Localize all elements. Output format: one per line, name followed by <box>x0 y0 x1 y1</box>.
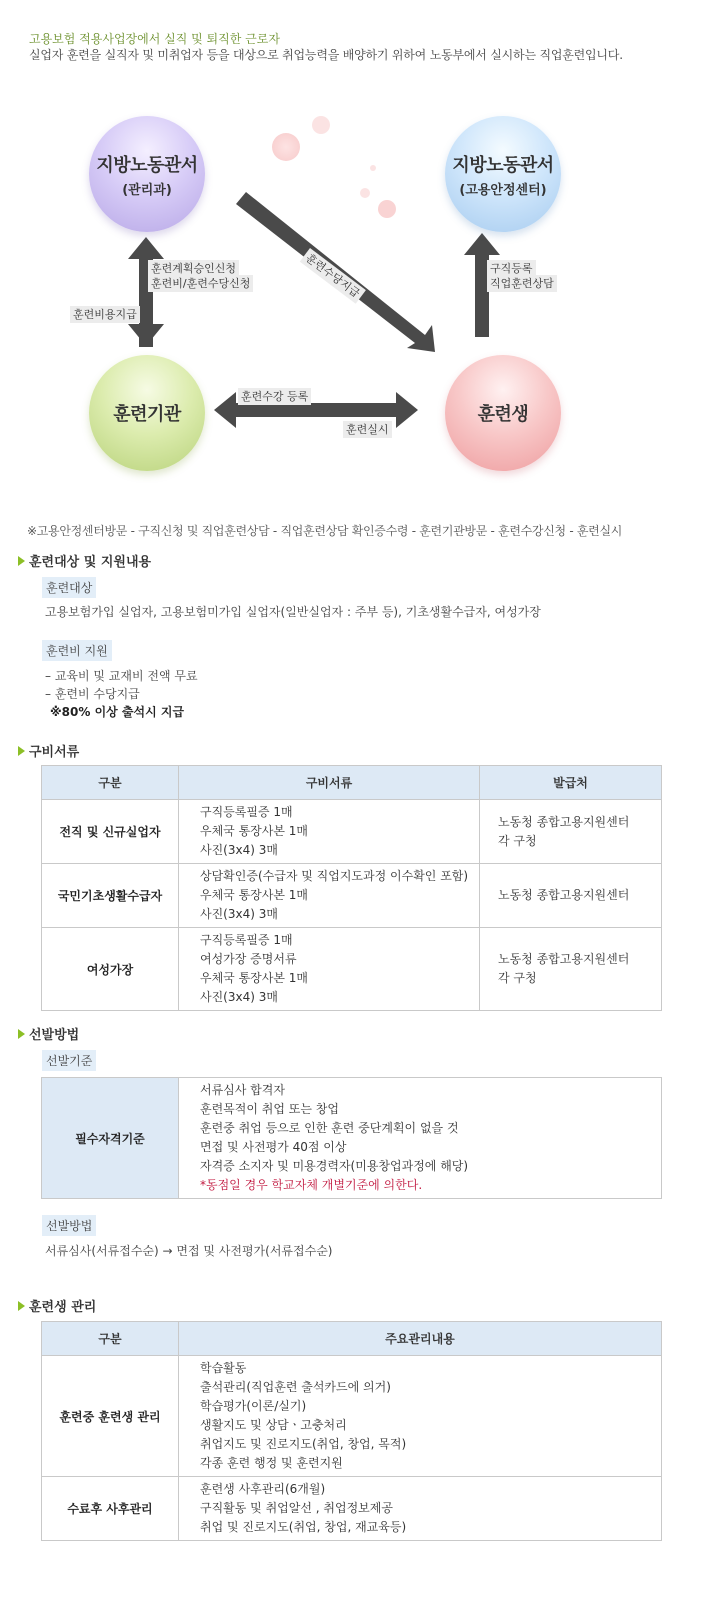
node-title: 지방노동관서 <box>452 154 554 176</box>
label-enroll: 훈련수강 등록 <box>238 388 311 405</box>
section-title-management: 훈련생 관리 <box>18 1296 96 1315</box>
criteria-red-note: *동점일 경우 학교자체 개별기준에 의한다. <box>200 1178 423 1192</box>
decor-bubble <box>370 165 376 171</box>
row-documents: 구직등록필증 1매 여성가장 증명서류 우체국 통장사본 1매 사진(3x4) 3매 <box>179 928 480 1011</box>
table-row <box>42 928 662 1011</box>
section-title-target: 훈련대상 및 지원내용 <box>18 551 151 570</box>
training-process-diagram <box>0 100 720 510</box>
row-documents: 구직등록필증 1매 우체국 통장사본 1매 사진(3x4) 3매 <box>179 800 480 864</box>
node-subtitle: (고용안정센터) <box>459 182 547 198</box>
target-text: 고용보험가입 실업자, 고용보험미가입 실업자(일반실업자 : 주부 등), 기초생활수급자, 여성가장 <box>45 605 541 619</box>
row-category: 여성가장 <box>42 928 179 1011</box>
decor-bubble <box>312 116 330 134</box>
label-cost-payment: 훈련비용지급 <box>70 306 140 323</box>
table-header: 구비서류 <box>179 766 480 800</box>
bullet-triangle-icon <box>18 1301 25 1311</box>
bullet-triangle-icon <box>18 556 25 566</box>
row-items: 훈련생 사후관리(6개월) 구직활동 및 취업알선 , 취업정보제공 취업 및 진로지도(취업, 창업, 재교육등) <box>179 1477 662 1541</box>
node-subtitle: (관리과) <box>122 182 172 198</box>
row-documents: 상담확인증(수급자 및 직업지도과정 이수확인 포함) 우체국 통장사본 1매 사진(3x4) 3매 <box>179 864 480 928</box>
subheading-support: 훈련비 지원 <box>42 640 112 661</box>
row-category: 전직 및 신규실업자 <box>42 800 179 864</box>
decor-bubble <box>272 133 300 161</box>
documents-table <box>41 765 662 1011</box>
intro-title: 고용보험 적용사업장에서 실직 및 퇴직한 근로자 <box>29 32 280 46</box>
subheading-criteria: 선발기준 <box>42 1050 96 1071</box>
arrow-admin-institute <box>128 237 164 347</box>
table-header: 구분 <box>42 1322 179 1356</box>
section-title-documents: 구비서류 <box>18 741 79 760</box>
row-issuer: 노동청 종합고용지원센터 <box>480 864 662 928</box>
management-table <box>41 1321 662 1541</box>
bullet-triangle-icon <box>18 746 25 756</box>
row-issuer: 노동청 종합고용지원센터 각 구청 <box>480 800 662 864</box>
subheading-method: 선발방법 <box>42 1215 96 1236</box>
node-trainee <box>445 355 561 471</box>
table-header: 구분 <box>42 766 179 800</box>
section-title-selection: 선발방법 <box>18 1024 79 1043</box>
table-header-row <box>42 766 662 800</box>
node-title: 훈련기관 <box>113 404 181 425</box>
decor-bubble <box>378 200 396 218</box>
row-category: 수료후 사후관리 <box>42 1477 179 1541</box>
label-conduct: 훈련실시 <box>343 421 392 438</box>
decor-bubble <box>360 188 370 198</box>
node-title: 훈련생 <box>477 404 529 425</box>
intro-description: 실업자 훈련을 실직자 및 미취업자 등을 대상으로 취업능력을 배양하기 위하여 노동부에서 실시하는 직업훈련입니다. <box>29 48 623 62</box>
table-header-row <box>42 1322 662 1356</box>
table-header: 발급처 <box>480 766 662 800</box>
table-row <box>42 1078 662 1199</box>
label-job-register: 구직등록 <box>487 260 536 277</box>
table-header: 주요관리내용 <box>179 1322 662 1356</box>
table-row <box>42 1477 662 1541</box>
support-note: ※80% 이상 출석시 지급 <box>50 705 185 719</box>
method-text: 서류심사(서류접수순) → 면접 및 사전평가(서류접수순) <box>45 1244 333 1258</box>
label-fee-request: 훈련비/훈련수당신청 <box>148 275 253 292</box>
row-issuer: 노동청 종합고용지원센터 각 구청 <box>480 928 662 1011</box>
process-note: ※고용안정센터방문 - 구직신청 및 직업훈련상담 - 직업훈련상담 확인증수령 - 훈련기관방문 - 훈련수강신청 - 훈련실시 <box>27 524 623 538</box>
label-job-counsel: 직업훈련상담 <box>487 275 557 292</box>
table-row <box>42 800 662 864</box>
table-row <box>42 864 662 928</box>
node-training-institute <box>89 355 205 471</box>
node-title: 지방노동관서 <box>96 154 198 176</box>
label-plan-approval: 훈련계획승인신청 <box>148 260 239 277</box>
criteria-table <box>41 1077 662 1199</box>
table-row <box>42 1356 662 1477</box>
subheading-target: 훈련대상 <box>42 577 96 598</box>
support-item: – 교육비 및 교재비 전액 무료 <box>45 669 198 683</box>
row-category: 훈련중 훈련생 관리 <box>42 1356 179 1477</box>
label-allowance-payment: 훈련수당지급 <box>300 248 366 304</box>
node-labor-office-center <box>445 116 561 232</box>
node-labor-office-admin <box>89 116 205 232</box>
row-category: 필수자격기준 <box>42 1078 179 1199</box>
bullet-triangle-icon <box>18 1029 25 1039</box>
support-item: – 훈련비 수당지급 <box>45 687 140 701</box>
row-items: 학습활동 출석관리(직업훈련 출석카드에 의거) 학습평가(이론/실기) 생활지도 및 상담ㆍ고충처리 취업지도 및 진로지도(취업, 창업, 목적) 각종 훈련 행정 및 훈련지원 <box>179 1356 662 1477</box>
row-category: 국민기초생활수급자 <box>42 864 179 928</box>
criteria-list: 서류심사 합격자 훈련목적이 취업 또는 창업 훈련중 취업 등으로 인한 훈련 중단계획이 없을 것 면접 및 사전평가 40점 이상 자격증 소지자 및 미용경력자(미용창업과정에 해당) *동점일 경우 학교자체 개별기준에 의한다. <box>179 1078 662 1199</box>
